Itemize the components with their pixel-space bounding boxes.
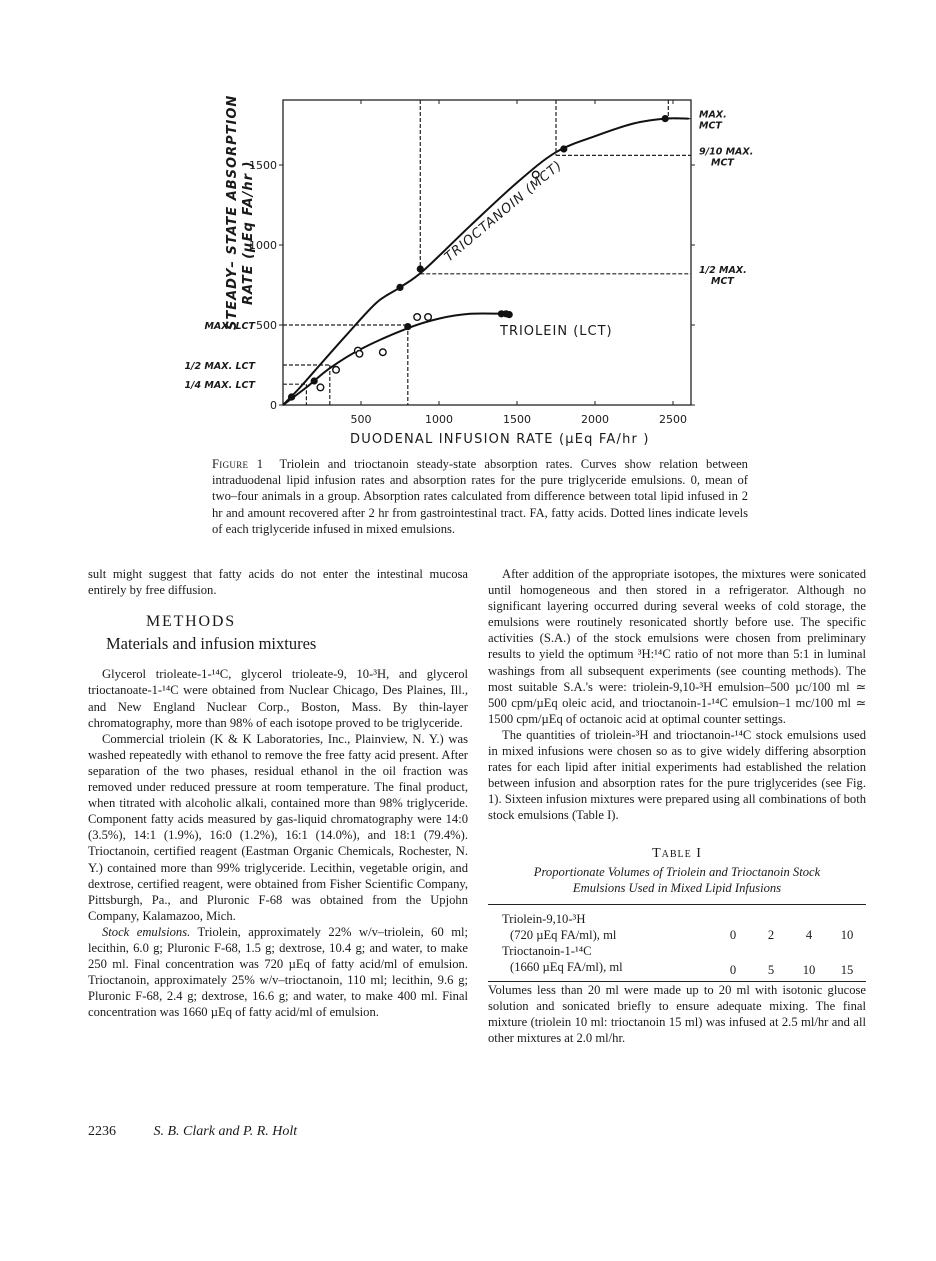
x-axis-label: DUODENAL INFUSION RATE (µEq FA/hr ) [350, 432, 650, 447]
data-point-filled [404, 323, 411, 330]
section-heading-methods: METHODS [146, 613, 236, 631]
lct-curve-label: TRIOLEIN (LCT) [500, 324, 613, 339]
data-point-open [317, 384, 324, 391]
table-subtitle-line1: Proportionate Volumes of Triolein and Trioctanoin Stock [533, 864, 821, 879]
authors: S. B. Clark and P. R. Holt [153, 1124, 298, 1139]
data-point-filled [288, 393, 295, 400]
data-point-filled [506, 311, 513, 318]
right-column [488, 566, 866, 1046]
row-label: Triolein-9,10-³H [502, 911, 586, 926]
x-tick-label: 1000 [425, 413, 453, 426]
continuation-paragraph: sult might suggest that fatty acids do not enter the intestinal mucosa entirely by free diffusion. [88, 567, 468, 598]
ref-label-lct: 1/4 MAX. LCT [184, 380, 255, 392]
x-tick-label: 500 [350, 413, 372, 426]
subheading-materials: Materials and infusion mixtures [106, 634, 317, 654]
y-tick-label: 1000 [249, 239, 277, 252]
data-point-filled [662, 115, 669, 122]
row-label-units: (720 µEq FA/ml), ml [510, 927, 617, 942]
data-point-open [414, 314, 421, 321]
ref-label-mct: MCT [711, 275, 734, 287]
table-title: Table I [652, 845, 702, 861]
table-cell: 4 [805, 927, 813, 942]
table-1 [488, 904, 866, 982]
data-point-filled [417, 265, 424, 272]
table-cell: 0 [729, 962, 737, 977]
table-row [488, 959, 866, 982]
table-subtitle-line2: Emulsions Used in Mixed Lipid Infusions [572, 880, 782, 895]
stock-emulsions-text: Triolein, approximately 22% w/v–triolein, 60 ml; lecithin, 6.0 g; Pluronic F-68, 1.5 g; dextrose, 10.4 g; and water, to make 250 ml. Final concentration was 720 µEq of fatty acid/ml of emulsion. Trioctanoin, approximately 25% w/v–trioctanoin, 110 ml; lecithin, 9.6 g; Pluronic F-68, 2.4 g; dextrose, 16.6 g; and water, to make 400 ml. Final concentration was 1660 µEq of fatty acid/ml of emulsion. [88, 924, 468, 1020]
table-cell: 10 [840, 927, 854, 942]
mct-curve-label: TRIOCTANOIN (MCT) [441, 157, 566, 266]
ref-label-mct: 1/2 MAX. [699, 264, 747, 276]
table-cell: 0 [729, 927, 737, 942]
ref-label-lct: 1/2 MAX. LCT [184, 361, 255, 372]
figure-1-chart [0, 0, 936, 450]
data-point-open [333, 367, 340, 374]
table-cell: 5 [767, 962, 775, 977]
row-label: Trioctanoin-1-¹⁴C [502, 943, 592, 958]
paragraph-isotopes: Glycerol trioleate-1-¹⁴C, glycerol trioleate-9, 10-³H, and glycerol trioctanoate-1-¹⁴C were obtained from Nuclear Chicago, Des Plaines, Ill., and New England Nuclear Corp., Boston, Mass. By thin-layer chromatography, more than 98% of each isotope proved to be triglyceride. [88, 667, 468, 730]
table-cell: 2 [767, 927, 775, 942]
x-tick-label: 1500 [503, 413, 531, 426]
y-tick-label: 500 [256, 319, 277, 332]
data-point-open [425, 314, 432, 321]
paragraph-isotope-addition: After addition of the appropriate isotopes, the mixtures were sonicated until homogeneous and then stored in a refrigerator. Although no significant layering occurred during several weeks of cold storage, the emulsions were routinely resonicated shortly before use. The specific activities (S.A.) of the stock emulsions were chosen from preliminary results to yield the optimum ³H:¹⁴C ratio of not more than 5:1 in luminal washings from all subsequent experiments (see counting methods). The most suitable S.A.'s were: triolein-9,10-³H emulsion–500 µc/100 ml ≃ 500 cpm/µEq oleic acid, and trioctanoin-1-¹⁴C emulsion–1 mc/100 ml ≃ 1500 cpm/µEq of octanoic acid at optimal counter settings. [488, 567, 866, 726]
ref-label-mct: 9/10 MAX. [699, 146, 754, 158]
ref-label-mct: MCT [699, 120, 722, 132]
paragraph-volumes: Volumes less than 20 ml were made up to 20 ml with isotonic glucose solution and sonicated briefly to ensure adequate mixing. The final mixture (triolein 10 ml: trioctanoin 15 ml) was infused at 2.5 ml/hr and all other mixtures at 2.0 ml/hr. [488, 982, 866, 1045]
row-label-units: (1660 µEq FA/ml), ml [510, 959, 623, 974]
table-row [488, 904, 866, 927]
page-number: 2236 [88, 1124, 116, 1139]
y-tick-label: 0 [270, 399, 277, 412]
paragraph-stock-emulsions [88, 924, 468, 1021]
ref-label-lct: MAX. LCT [204, 321, 255, 332]
ref-label-mct: MAX. [699, 109, 727, 121]
table-row [488, 943, 866, 959]
stock-emulsions-lead: Stock emulsions. [102, 924, 191, 939]
curve-triolein [283, 313, 505, 405]
data-point-filled [560, 145, 567, 152]
x-tick-label: 2000 [581, 413, 609, 426]
y-axis-label-line2: RATE (µEq FA/hr ) [241, 160, 256, 305]
table-row [488, 927, 866, 943]
page-footer [88, 1124, 297, 1140]
figure-caption [212, 456, 748, 537]
table-subtitle [488, 864, 866, 896]
ref-label-mct: MCT [711, 157, 734, 169]
table-cell: 10 [802, 962, 816, 977]
figure-caption-text: Triolein and trioctanoin steady-state absorption rates. Curves show relation between intraduodenal lipid infusion rates and absorption rates for the pure triglyceride emulsions. 0, mean of two–four animals in a group. Absorption rates calculated from difference between total lipid infused in 2 hr and amount recovered after 2 hr from gastrointestinal tract. FA, fatty acids. Dotted lines indicate levels of each triglyceride infused in mixed emulsions. [212, 457, 748, 536]
x-tick-label: 2500 [659, 413, 687, 426]
curve-trioctanoin [283, 118, 689, 405]
paragraph-quantities: The quantities of triolein-³H and trioctanoin-¹⁴C stock emulsions used in mixed infusions were chosen so as to give widely differing absorption rates for each lipid after initial experiments had established the relation between infusion and absorption rates for the pure triglycerides (see Fig. 1). Sixteen infusion mixtures were prepared using all combinations of both stock emulsions (Table I). [488, 727, 866, 823]
figure-label: Figure 1 [212, 457, 264, 471]
data-point-open [356, 351, 363, 358]
data-point-filled [396, 284, 403, 291]
table-cell: 15 [840, 962, 854, 977]
left-column [88, 566, 468, 1020]
data-point-open [380, 349, 387, 356]
y-tick-label: 1500 [249, 159, 277, 172]
y-axis-label-line1: STEADY– STATE ABSORPTION [225, 94, 240, 330]
paragraph-triolein: Commercial triolein (K & K Laboratories, Inc., Plainview, N. Y.) was washed repeatedly with ethanol to remove the free fatty acid present. After separation of the two phases, residual ethanol in the oil fraction was removed under reduced pressure at room temperature. The final product, when titrated with alcoholic alkali, contained more than 98% triglyceride. Component fatty acids measured by gas-liquid chromatography were 14:0 (3.5%), 14:1 (1.9%), 16:0 (1.2%), 16:1 (14.0%), and 18:1 (79.4%). Trioctanoin, certified reagent (Eastman Organic Chemicals, Rochester, N. Y.) contained more than 99% triglyceride. Lecithin, vegetable origin, and dextrose, certified reagent, were obtained from Fisher Scientific Company, Pittsburgh, Pa., and Pluronic F-68 was obtained from the Upjohn Company, Kalamazoo, Mich. [88, 731, 468, 923]
